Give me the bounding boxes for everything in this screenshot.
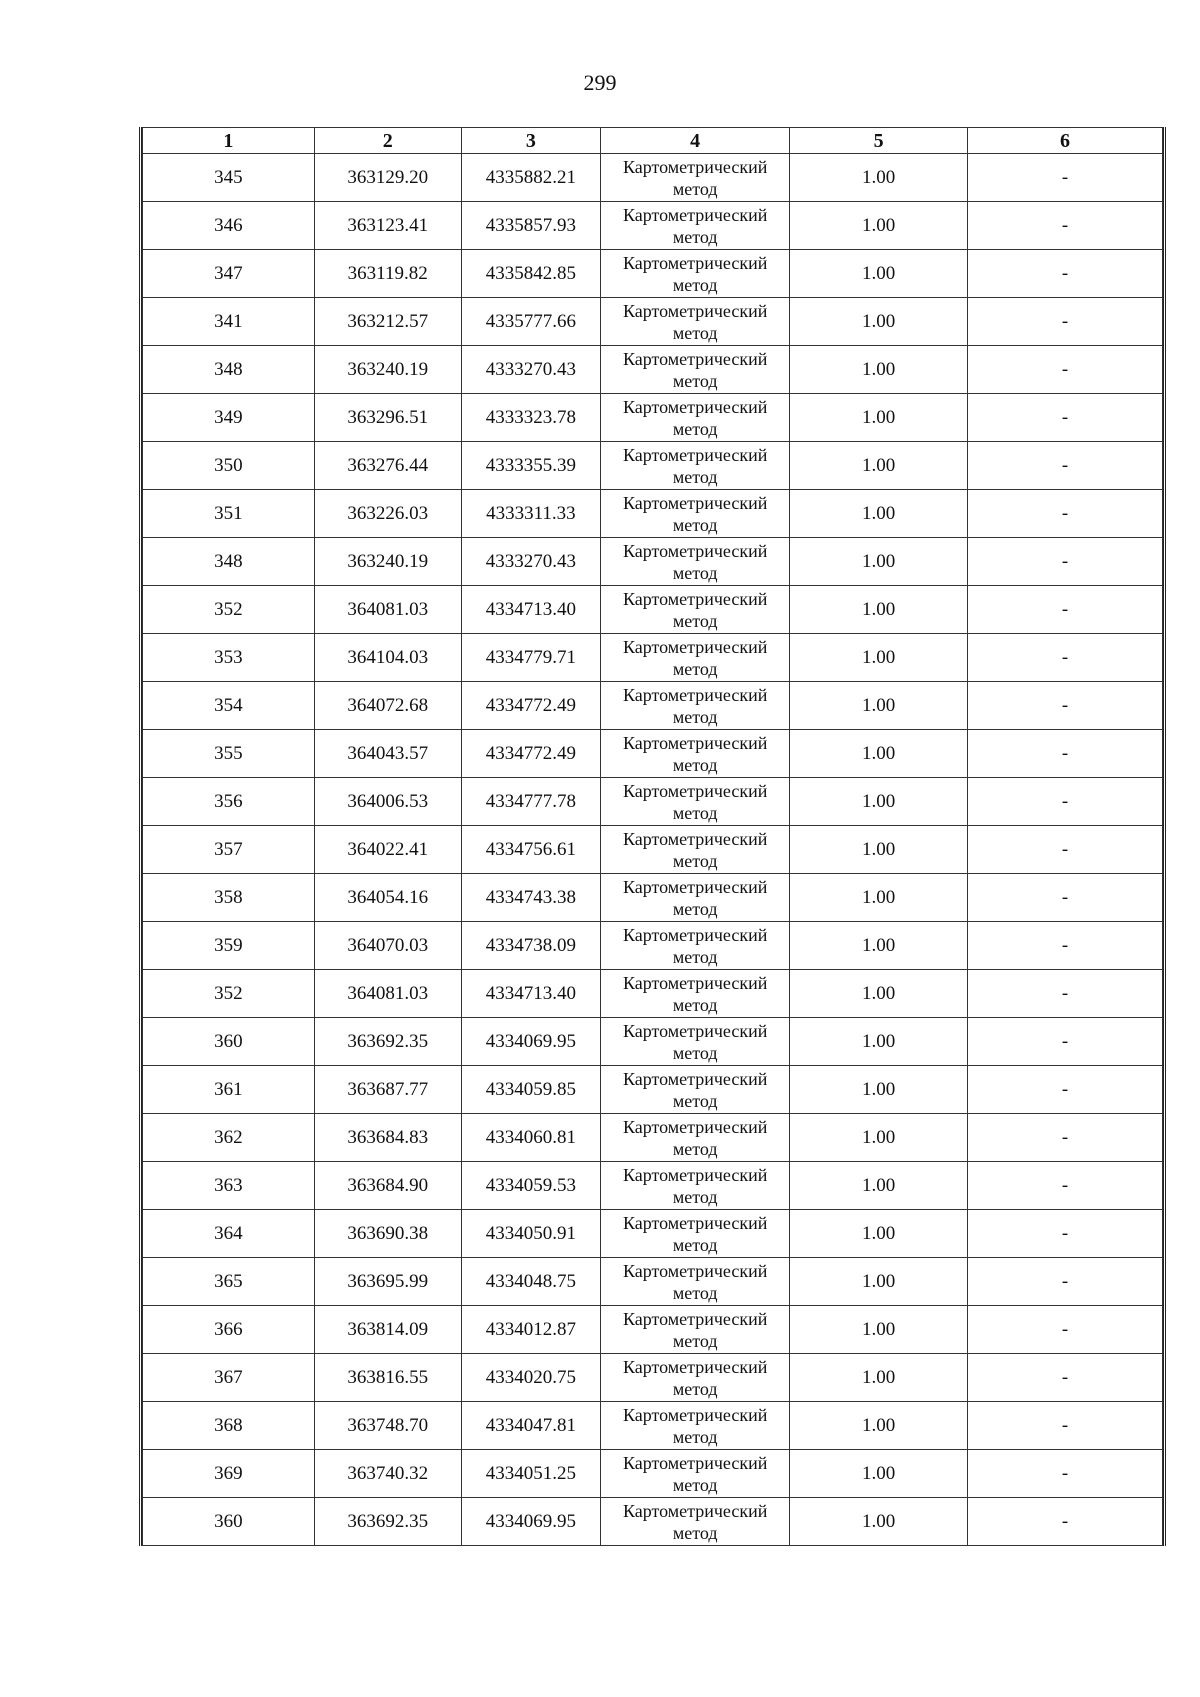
accuracy-cell: 1.00	[790, 1354, 968, 1402]
accuracy-cell: 1.00	[790, 730, 968, 778]
x-coordinate-cell: 363687.77	[314, 1066, 461, 1114]
x-coordinate-cell: 364104.03	[314, 634, 461, 682]
method-cell: Картометрический метод	[601, 1018, 790, 1066]
y-coordinate-cell: 4335842.85	[461, 250, 601, 298]
note-cell: -	[968, 1402, 1163, 1450]
y-coordinate-cell: 4334069.95	[461, 1498, 601, 1546]
y-coordinate-cell: 4333323.78	[461, 394, 601, 442]
x-coordinate-cell: 363119.82	[314, 250, 461, 298]
table-row	[143, 298, 1163, 346]
accuracy-cell: 1.00	[790, 1018, 968, 1066]
note-cell: -	[968, 1018, 1163, 1066]
coordinates-table-container	[139, 127, 1166, 1546]
table-row	[143, 202, 1163, 250]
method-cell: Картометрический метод	[601, 1210, 790, 1258]
accuracy-cell: 1.00	[790, 538, 968, 586]
note-cell: -	[968, 1210, 1163, 1258]
method-cell: Картометрический метод	[601, 346, 790, 394]
accuracy-cell: 1.00	[790, 1402, 968, 1450]
table-row	[143, 634, 1163, 682]
y-coordinate-cell: 4334060.81	[461, 1114, 601, 1162]
method-cell: Картометрический метод	[601, 1066, 790, 1114]
method-cell: Картометрический метод	[601, 682, 790, 730]
table-row	[143, 1402, 1163, 1450]
accuracy-cell: 1.00	[790, 1258, 968, 1306]
x-coordinate-cell: 364081.03	[314, 586, 461, 634]
point-number-cell: 349	[143, 394, 315, 442]
table-row	[143, 682, 1163, 730]
note-cell: -	[968, 922, 1163, 970]
table-body	[143, 154, 1163, 1546]
table-row	[143, 826, 1163, 874]
accuracy-cell: 1.00	[790, 778, 968, 826]
y-coordinate-cell: 4334051.25	[461, 1450, 601, 1498]
accuracy-cell: 1.00	[790, 250, 968, 298]
accuracy-cell: 1.00	[790, 1450, 968, 1498]
table-row	[143, 1066, 1163, 1114]
method-cell: Картометрический метод	[601, 202, 790, 250]
method-cell: Картометрический метод	[601, 1354, 790, 1402]
method-cell: Картометрический метод	[601, 1498, 790, 1546]
y-coordinate-cell: 4334069.95	[461, 1018, 601, 1066]
accuracy-cell: 1.00	[790, 394, 968, 442]
note-cell: -	[968, 346, 1163, 394]
point-number-cell: 352	[143, 586, 315, 634]
table-row	[143, 1258, 1163, 1306]
accuracy-cell: 1.00	[790, 922, 968, 970]
method-cell: Картометрический метод	[601, 778, 790, 826]
x-coordinate-cell: 364054.16	[314, 874, 461, 922]
method-cell: Картометрический метод	[601, 154, 790, 202]
point-number-cell: 351	[143, 490, 315, 538]
coordinates-table	[142, 127, 1163, 1546]
x-coordinate-cell: 364022.41	[314, 826, 461, 874]
accuracy-cell: 1.00	[790, 346, 968, 394]
accuracy-cell: 1.00	[790, 202, 968, 250]
note-cell: -	[968, 1114, 1163, 1162]
x-coordinate-cell: 363212.57	[314, 298, 461, 346]
x-coordinate-cell: 363814.09	[314, 1306, 461, 1354]
note-cell: -	[968, 490, 1163, 538]
point-number-cell: 367	[143, 1354, 315, 1402]
column-header: 3	[461, 128, 601, 154]
note-cell: -	[968, 586, 1163, 634]
method-cell: Картометрический метод	[601, 730, 790, 778]
accuracy-cell: 1.00	[790, 826, 968, 874]
note-cell: -	[968, 538, 1163, 586]
note-cell: -	[968, 970, 1163, 1018]
method-cell: Картометрический метод	[601, 538, 790, 586]
x-coordinate-cell: 364043.57	[314, 730, 461, 778]
y-coordinate-cell: 4334738.09	[461, 922, 601, 970]
method-cell: Картометрический метод	[601, 1258, 790, 1306]
table-row	[143, 730, 1163, 778]
point-number-cell: 352	[143, 970, 315, 1018]
point-number-cell: 346	[143, 202, 315, 250]
note-cell: -	[968, 1450, 1163, 1498]
method-cell: Картометрический метод	[601, 922, 790, 970]
point-number-cell: 360	[143, 1018, 315, 1066]
point-number-cell: 362	[143, 1114, 315, 1162]
note-cell: -	[968, 250, 1163, 298]
table-header-row	[143, 128, 1163, 154]
y-coordinate-cell: 4334020.75	[461, 1354, 601, 1402]
accuracy-cell: 1.00	[790, 1162, 968, 1210]
x-coordinate-cell: 363296.51	[314, 394, 461, 442]
x-coordinate-cell: 363740.32	[314, 1450, 461, 1498]
x-coordinate-cell: 363690.38	[314, 1210, 461, 1258]
x-coordinate-cell: 363123.41	[314, 202, 461, 250]
accuracy-cell: 1.00	[790, 634, 968, 682]
table-row	[143, 250, 1163, 298]
method-cell: Картометрический метод	[601, 298, 790, 346]
column-header: 1	[143, 128, 315, 154]
method-cell: Картометрический метод	[601, 586, 790, 634]
accuracy-cell: 1.00	[790, 682, 968, 730]
table-row	[143, 1498, 1163, 1546]
accuracy-cell: 1.00	[790, 1498, 968, 1546]
method-cell: Картометрический метод	[601, 442, 790, 490]
accuracy-cell: 1.00	[790, 442, 968, 490]
method-cell: Картометрический метод	[601, 970, 790, 1018]
note-cell: -	[968, 1498, 1163, 1546]
y-coordinate-cell: 4334772.49	[461, 682, 601, 730]
accuracy-cell: 1.00	[790, 1066, 968, 1114]
method-cell: Картометрический метод	[601, 1450, 790, 1498]
x-coordinate-cell: 364070.03	[314, 922, 461, 970]
note-cell: -	[968, 154, 1163, 202]
note-cell: -	[968, 1258, 1163, 1306]
note-cell: -	[968, 1162, 1163, 1210]
point-number-cell: 357	[143, 826, 315, 874]
x-coordinate-cell: 363226.03	[314, 490, 461, 538]
accuracy-cell: 1.00	[790, 1114, 968, 1162]
table-row	[143, 1210, 1163, 1258]
x-coordinate-cell: 363816.55	[314, 1354, 461, 1402]
x-coordinate-cell: 363684.90	[314, 1162, 461, 1210]
x-coordinate-cell: 363695.99	[314, 1258, 461, 1306]
point-number-cell: 359	[143, 922, 315, 970]
table-row	[143, 970, 1163, 1018]
y-coordinate-cell: 4334048.75	[461, 1258, 601, 1306]
point-number-cell: 345	[143, 154, 315, 202]
y-coordinate-cell: 4335882.21	[461, 154, 601, 202]
table-row	[143, 874, 1163, 922]
y-coordinate-cell: 4334743.38	[461, 874, 601, 922]
note-cell: -	[968, 394, 1163, 442]
note-cell: -	[968, 682, 1163, 730]
point-number-cell: 348	[143, 346, 315, 394]
y-coordinate-cell: 4333355.39	[461, 442, 601, 490]
point-number-cell: 348	[143, 538, 315, 586]
accuracy-cell: 1.00	[790, 874, 968, 922]
y-coordinate-cell: 4334779.71	[461, 634, 601, 682]
point-number-cell: 369	[143, 1450, 315, 1498]
y-coordinate-cell: 4334713.40	[461, 970, 601, 1018]
note-cell: -	[968, 1306, 1163, 1354]
table-row	[143, 922, 1163, 970]
method-cell: Картометрический метод	[601, 250, 790, 298]
table-row	[143, 1450, 1163, 1498]
accuracy-cell: 1.00	[790, 154, 968, 202]
method-cell: Картометрический метод	[601, 1306, 790, 1354]
y-coordinate-cell: 4334777.78	[461, 778, 601, 826]
accuracy-cell: 1.00	[790, 490, 968, 538]
table-row	[143, 490, 1163, 538]
page-number: 299	[583, 70, 617, 95]
method-cell: Картометрический метод	[601, 874, 790, 922]
note-cell: -	[968, 634, 1163, 682]
x-coordinate-cell: 363748.70	[314, 1402, 461, 1450]
y-coordinate-cell: 4334012.87	[461, 1306, 601, 1354]
point-number-cell: 363	[143, 1162, 315, 1210]
x-coordinate-cell: 364072.68	[314, 682, 461, 730]
method-cell: Картометрический метод	[601, 634, 790, 682]
y-coordinate-cell: 4335777.66	[461, 298, 601, 346]
y-coordinate-cell: 4334050.91	[461, 1210, 601, 1258]
point-number-cell: 368	[143, 1402, 315, 1450]
point-number-cell: 358	[143, 874, 315, 922]
x-coordinate-cell: 364081.03	[314, 970, 461, 1018]
point-number-cell: 365	[143, 1258, 315, 1306]
x-coordinate-cell: 363684.83	[314, 1114, 461, 1162]
point-number-cell: 350	[143, 442, 315, 490]
point-number-cell: 361	[143, 1066, 315, 1114]
table-row	[143, 1354, 1163, 1402]
point-number-cell: 360	[143, 1498, 315, 1546]
method-cell: Картометрический метод	[601, 1114, 790, 1162]
point-number-cell: 353	[143, 634, 315, 682]
table-row	[143, 346, 1163, 394]
accuracy-cell: 1.00	[790, 1306, 968, 1354]
y-coordinate-cell: 4335857.93	[461, 202, 601, 250]
table-row	[143, 442, 1163, 490]
note-cell: -	[968, 1066, 1163, 1114]
note-cell: -	[968, 442, 1163, 490]
table-row	[143, 1306, 1163, 1354]
x-coordinate-cell: 364006.53	[314, 778, 461, 826]
column-header: 4	[601, 128, 790, 154]
point-number-cell: 354	[143, 682, 315, 730]
x-coordinate-cell: 363129.20	[314, 154, 461, 202]
column-header: 2	[314, 128, 461, 154]
table-row	[143, 154, 1163, 202]
note-cell: -	[968, 778, 1163, 826]
note-cell: -	[968, 1354, 1163, 1402]
note-cell: -	[968, 730, 1163, 778]
note-cell: -	[968, 874, 1163, 922]
point-number-cell: 356	[143, 778, 315, 826]
method-cell: Картометрический метод	[601, 826, 790, 874]
accuracy-cell: 1.00	[790, 1210, 968, 1258]
note-cell: -	[968, 202, 1163, 250]
y-coordinate-cell: 4334772.49	[461, 730, 601, 778]
point-number-cell: 364	[143, 1210, 315, 1258]
note-cell: -	[968, 826, 1163, 874]
table-row	[143, 1018, 1163, 1066]
y-coordinate-cell: 4333270.43	[461, 346, 601, 394]
x-coordinate-cell: 363276.44	[314, 442, 461, 490]
y-coordinate-cell: 4333311.33	[461, 490, 601, 538]
y-coordinate-cell: 4334047.81	[461, 1402, 601, 1450]
table-row	[143, 586, 1163, 634]
y-coordinate-cell: 4334756.61	[461, 826, 601, 874]
table-row	[143, 1162, 1163, 1210]
point-number-cell: 366	[143, 1306, 315, 1354]
note-cell: -	[968, 298, 1163, 346]
accuracy-cell: 1.00	[790, 298, 968, 346]
method-cell: Картометрический метод	[601, 394, 790, 442]
y-coordinate-cell: 4333270.43	[461, 538, 601, 586]
point-number-cell: 355	[143, 730, 315, 778]
x-coordinate-cell: 363240.19	[314, 538, 461, 586]
accuracy-cell: 1.00	[790, 970, 968, 1018]
method-cell: Картометрический метод	[601, 1162, 790, 1210]
table-row	[143, 394, 1163, 442]
method-cell: Картометрический метод	[601, 1402, 790, 1450]
x-coordinate-cell: 363240.19	[314, 346, 461, 394]
table-row	[143, 778, 1163, 826]
column-header: 5	[790, 128, 968, 154]
point-number-cell: 341	[143, 298, 315, 346]
y-coordinate-cell: 4334713.40	[461, 586, 601, 634]
point-number-cell: 347	[143, 250, 315, 298]
y-coordinate-cell: 4334059.53	[461, 1162, 601, 1210]
accuracy-cell: 1.00	[790, 586, 968, 634]
table-row	[143, 538, 1163, 586]
x-coordinate-cell: 363692.35	[314, 1498, 461, 1546]
x-coordinate-cell: 363692.35	[314, 1018, 461, 1066]
table-row	[143, 1114, 1163, 1162]
y-coordinate-cell: 4334059.85	[461, 1066, 601, 1114]
column-header: 6	[968, 128, 1163, 154]
method-cell: Картометрический метод	[601, 490, 790, 538]
